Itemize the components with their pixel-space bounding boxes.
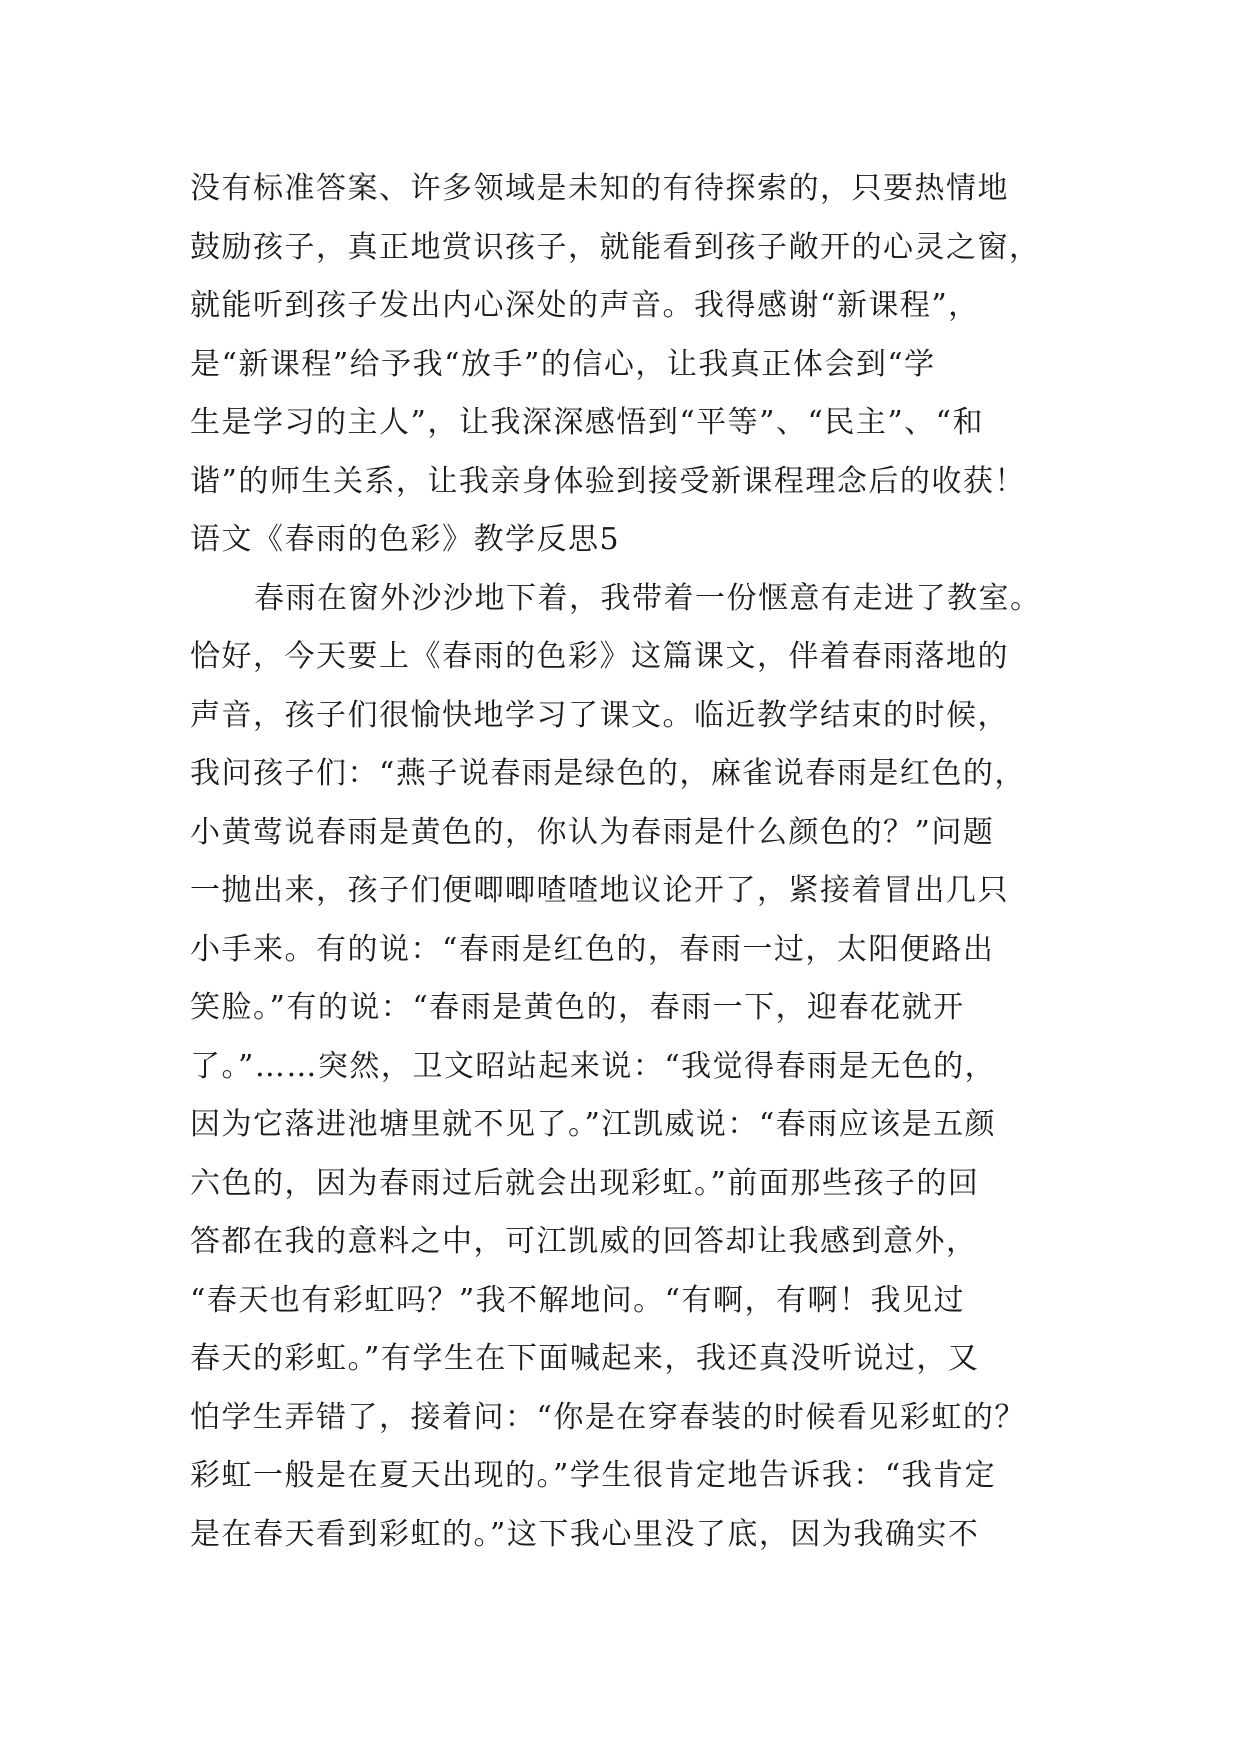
- text-line: 答都在我的意料之中，可江凯威的回答却让我感到意外，: [190, 1224, 978, 1259]
- text-line: 小手来。有的说：“春雨是红色的，春雨一过，太阳便路出: [190, 931, 995, 967]
- text-line: 我问孩子们：“燕子说春雨是绿色的，麻雀说春雨是红色的，: [190, 756, 1026, 791]
- text-line: 因为它落进池塘里就不见了。”江凯威说：“春雨应该是五颜: [190, 1107, 997, 1142]
- text-line: 鼓励孩子，真正地赏识孩子，就能看到孩子敞开的心灵之窗，: [190, 229, 1041, 265]
- text-line: 小黄莺说春雨是黄色的，你认为春雨是什么颜色的？”问题: [190, 814, 995, 850]
- paragraph-first-line: 春雨在窗外沙沙地下着，我带着一份惬意有走进了教室。: [254, 580, 1042, 616]
- text-line: 就能听到孩子发出内心深处的声音。我得感谢“新课程”，: [190, 288, 980, 323]
- text-line: 六色的，因为春雨过后就会出现彩虹。”前面那些孩子的回: [190, 1165, 980, 1201]
- text-line: “春天也有彩虹吗？”我不解地问。“有啊，有啊！我见过: [190, 1282, 966, 1318]
- text-line: 是在春天看到彩虹的。”这下我心里没了底，因为我确实不: [190, 1516, 980, 1552]
- text-line: 恰好，今天要上《春雨的色彩》这篇课文，伴着春雨落地的: [190, 639, 1009, 674]
- text-line: 彩虹一般是在夏天出现的。”学生很肯定地告诉我：“我肯定: [190, 1458, 997, 1493]
- text-line: 谐”的师生关系，让我亲身体验到接受新课程理念后的收获！: [190, 463, 1026, 499]
- text-line: 春天的彩虹。”有学生在下面喊起来，我还真没听说过，又: [190, 1341, 980, 1376]
- text-line: 是“新课程”给予我“放手”的信心，让我真正体会到“学: [190, 346, 936, 382]
- text-line: 没有标准答案、许多领域是未知的有待探索的，只要热情地: [190, 171, 1009, 206]
- section-heading: 语文《春雨的色彩》教学反思5: [190, 522, 621, 557]
- text-line: 声音，孩子们很愉快地学习了课文。临近教学结束的时候，: [190, 697, 1009, 733]
- text-line: 一抛出来，孩子们便唧唧喳喳地议论开了，紧接着冒出几只: [190, 873, 1009, 908]
- document-body: [190, 160, 1060, 1564]
- text-line: 生是学习的主人”，让我深深感悟到“平等”、“民主”、“和: [190, 405, 985, 440]
- text-line: 笑脸。”有的说：“春雨是黄色的，春雨一下，迎春花就开: [190, 990, 965, 1025]
- text-line: 了。”……突然，卫文昭站起来说：“我觉得春雨是无色的，: [190, 1048, 997, 1084]
- text-line: 怕学生弄错了，接着问：“你是在穿春装的时候看见彩虹的？: [190, 1399, 1026, 1435]
